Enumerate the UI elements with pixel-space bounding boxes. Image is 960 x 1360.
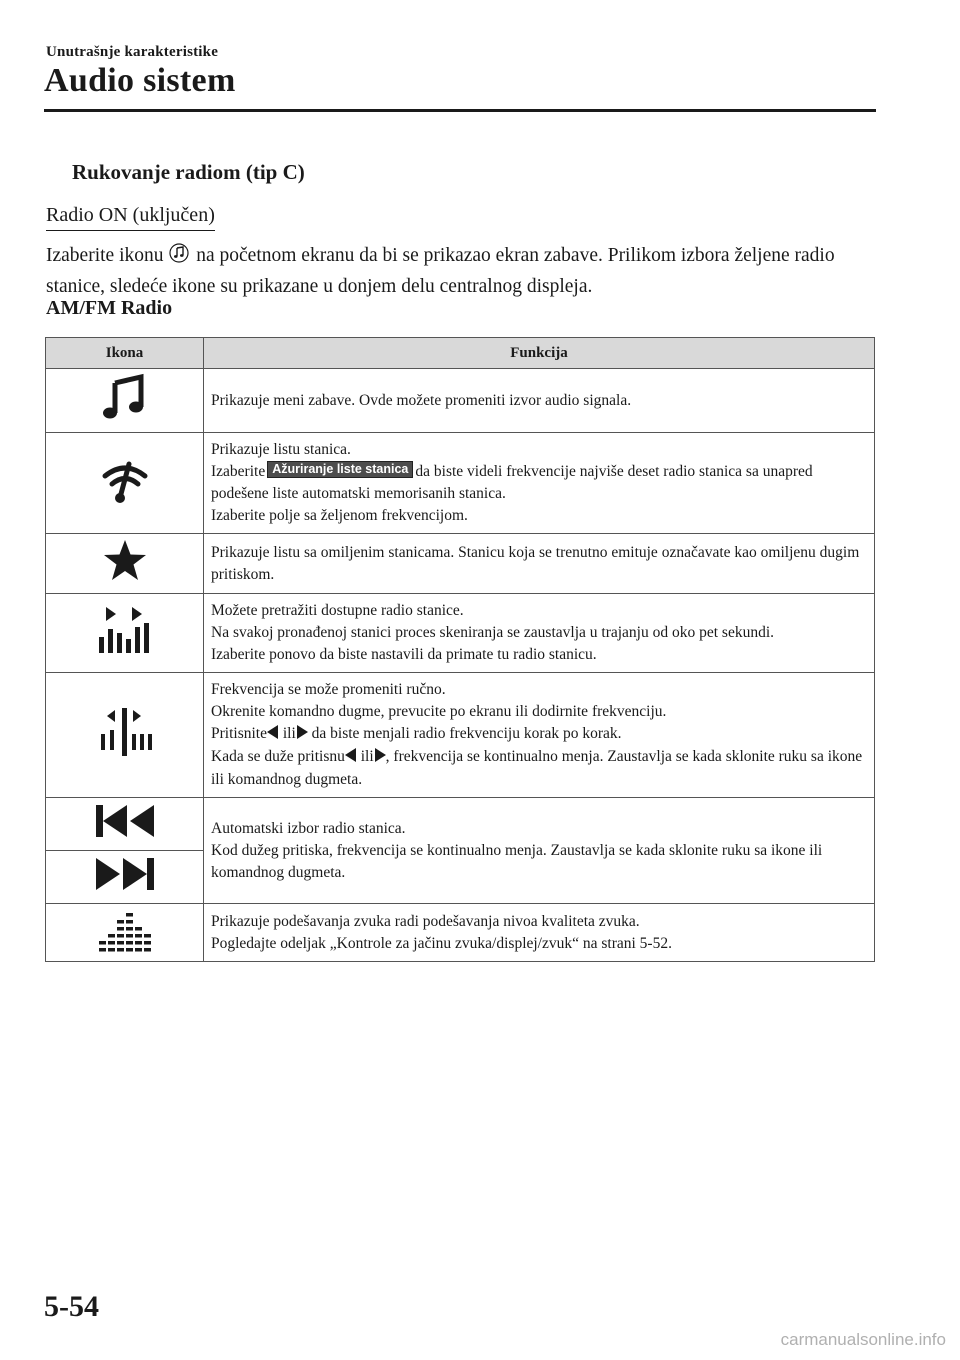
update-station-list-button: Ažuriranje liste stanica: [267, 461, 413, 478]
function-text: Možete pretražiti dostupne radio stanice.: [211, 602, 464, 619]
skip-previous-icon: [94, 801, 156, 848]
table-row: [46, 798, 875, 904]
function-text: Pogledajte odeljak „Kontrole za jačinu zvuka/displej/zvuk“ na strani 5-52.: [211, 934, 672, 952]
function-text: Izaberite ponovo da biste nastavili da primate tu radio stanicu.: [211, 646, 597, 663]
function-text: da biste menjali radio frekvenciju korak po korak.: [311, 725, 622, 742]
function-text: Izaberite polje sa željenom frekvencijom.: [211, 507, 468, 524]
scan-icon: [96, 644, 154, 661]
function-text: Okrenite komandno dugme, prevucite po ekranu ili dodirnite frekvenciju.: [211, 703, 667, 720]
triangle-left-icon: [267, 724, 279, 746]
table-row: [46, 433, 875, 534]
function-text: Kada se duže pritisnu: [211, 748, 345, 765]
function-text: ili: [360, 748, 374, 765]
triangle-right-icon: [296, 724, 308, 746]
manual-tune-icon: [97, 747, 153, 764]
section-title: Rukovanje radiom (tip C): [72, 160, 305, 184]
antenna-icon: [99, 493, 151, 510]
table-row: [46, 369, 875, 433]
table-header-row: [46, 338, 875, 369]
skip-next-icon: [94, 854, 156, 901]
table-row: [46, 594, 875, 673]
triangle-right-icon: [374, 747, 386, 769]
function-text: Prikazuje meni zabave. Ovde možete promeniti izvor audio signala.: [204, 369, 875, 433]
function-text: Pritisnite: [211, 725, 267, 742]
function-text: Kod dužeg pritiska, frekvencija se kontinualno menja. Zaustavlja se kada sklonite ruku sa ikone ili komandnog dugmeta.: [211, 841, 823, 881]
header-function: Funkcija: [204, 338, 875, 369]
function-text: Na svakoj pronađenoj stanici proces skeniranja se zaustavlja u trajanju od oko pet sekundi.: [211, 624, 775, 641]
icon-function-table: [45, 337, 875, 962]
chapter-title: Unutrašnje karakteristike: [46, 44, 219, 60]
function-text: Frekvencija se može promeniti ručno.: [211, 681, 446, 698]
section-subtitle: Radio ON (uključen): [46, 204, 215, 231]
function-text: Izaberite: [211, 463, 266, 480]
equalizer-icon: [97, 941, 153, 958]
intro-paragraph: [46, 240, 866, 302]
table-row: [46, 904, 875, 962]
page-title: Audio sistem: [44, 62, 236, 99]
function-text: da biste videli frekvencije najviše deset radio stanica sa unapred podešene liste automatski memorisanih stanica.: [211, 463, 813, 502]
intro-text-after: na početnom ekranu da bi se prikazao ekran zabave. Prilikom izbora željene radio stanice, sledeće ikone su prikazane u donjem delu centralnog displeja.: [46, 245, 835, 297]
star-icon: [102, 570, 148, 587]
amfm-heading: AM/FM Radio: [46, 297, 173, 319]
function-text: Prikazuje listu stanica.: [211, 441, 351, 458]
watermark: carmanualsonline.info: [780, 1330, 946, 1349]
header-divider: [44, 109, 876, 112]
page-number: 5-54: [44, 1290, 99, 1323]
function-text: Prikazuje listu sa omiljenim stanicama. Stanicu koja se trenutno emituje označavate kao omiljenu dugim pritiskom.: [204, 534, 875, 594]
table-row: [46, 673, 875, 798]
table-row: [46, 534, 875, 594]
function-text: ili: [282, 725, 296, 742]
function-text: , frekvencija se kontinualno menja. Zaustavlja se kada sklonite ruku sa ikone ili komandnog dugmeta.: [211, 748, 863, 788]
triangle-left-icon: [345, 747, 357, 769]
function-text: Prikazuje podešavanja zvuka radi podešavanja nivoa kvaliteta zvuka.: [211, 912, 640, 930]
music-note-icon: [99, 410, 151, 427]
header-icon: Ikona: [46, 338, 204, 369]
music-note-icon: [169, 242, 189, 262]
intro-text-before: Izaberite ikonu: [46, 245, 164, 266]
function-text: Automatski izbor radio stanica.: [211, 819, 406, 837]
